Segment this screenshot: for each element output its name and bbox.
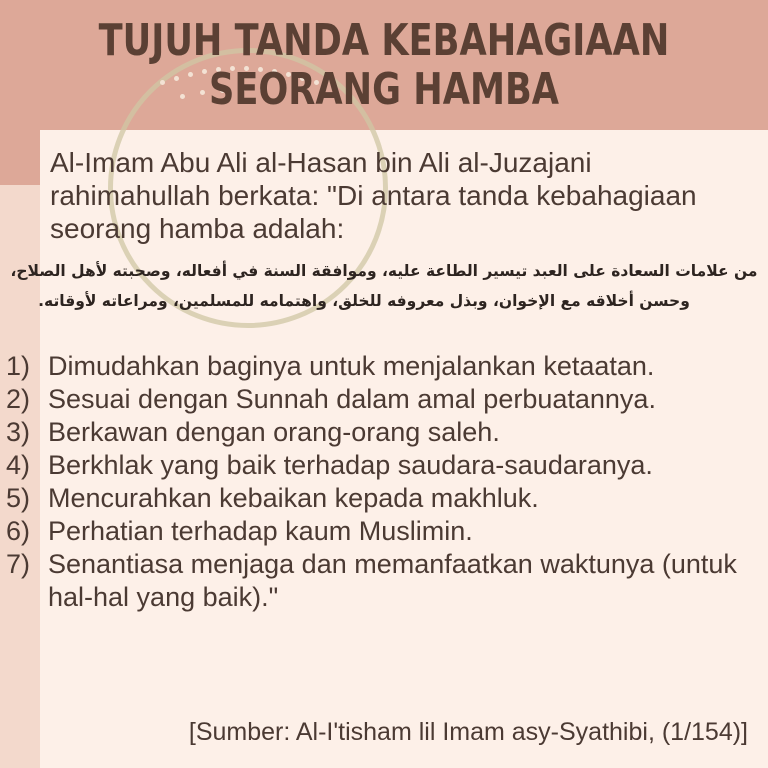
item-text: Dimudahkan baginya untuk menjalankan ketaatan. [48,351,655,381]
source-citation: [Sumber: Al-I'tisham lil Imam asy-Syathibi, (1/154)] [188,718,748,746]
item-text: Mencurahkan kebaikan kepada makhluk. [48,483,539,513]
list-item [6,515,766,548]
page-title-line1: TUJUH TANDA KEBAHAGIAAN [98,15,670,66]
item-text: Senantiasa menjaga dan memanfaatkan waktunya (untuk hal-hal yang baik)." [48,549,737,612]
list-item [6,548,766,614]
page-title-line2: SEORANG HAMBA [208,64,560,115]
item-number: 2) [6,384,31,414]
arabic-quote-line2: وحسن أخلاقه مع الإخوان، وبذل معروفه للخلق، واهتمامه للمسلمين، ومراعاته لأوقاته. [38,292,690,310]
item-number: 3) [6,417,31,447]
list-item [6,383,766,416]
intro-text: Al-Imam Abu Ali al-Hasan bin Ali al-Juzajani rahimahullah berkata: "Di antara tanda kebahagiaan seorang hamba adalah: [50,147,697,244]
item-number: 4) [6,450,31,480]
item-text: Perhatian terhadap kaum Muslimin. [48,516,473,546]
list-item [6,350,766,383]
signs-list [6,350,766,614]
arabic-quote-line1: من علامات السعادة على العبد تيسير الطاعة عليه، وموافقة السنة في أفعاله، وصحبته لأهل الصلاح، [10,262,758,280]
item-number: 1) [6,351,31,381]
list-item [6,482,766,515]
item-text: Berkhlak yang baik terhadap saudara-saudaranya. [48,450,653,480]
list-item [6,449,766,482]
item-text: Berkawan dengan orang-orang saleh. [48,417,500,447]
item-text: Sesuai dengan Sunnah dalam amal perbuatannya. [48,384,656,414]
list-item [6,416,766,449]
item-number: 5) [6,483,31,513]
item-number: 7) [6,549,31,579]
item-number: 6) [6,516,31,546]
